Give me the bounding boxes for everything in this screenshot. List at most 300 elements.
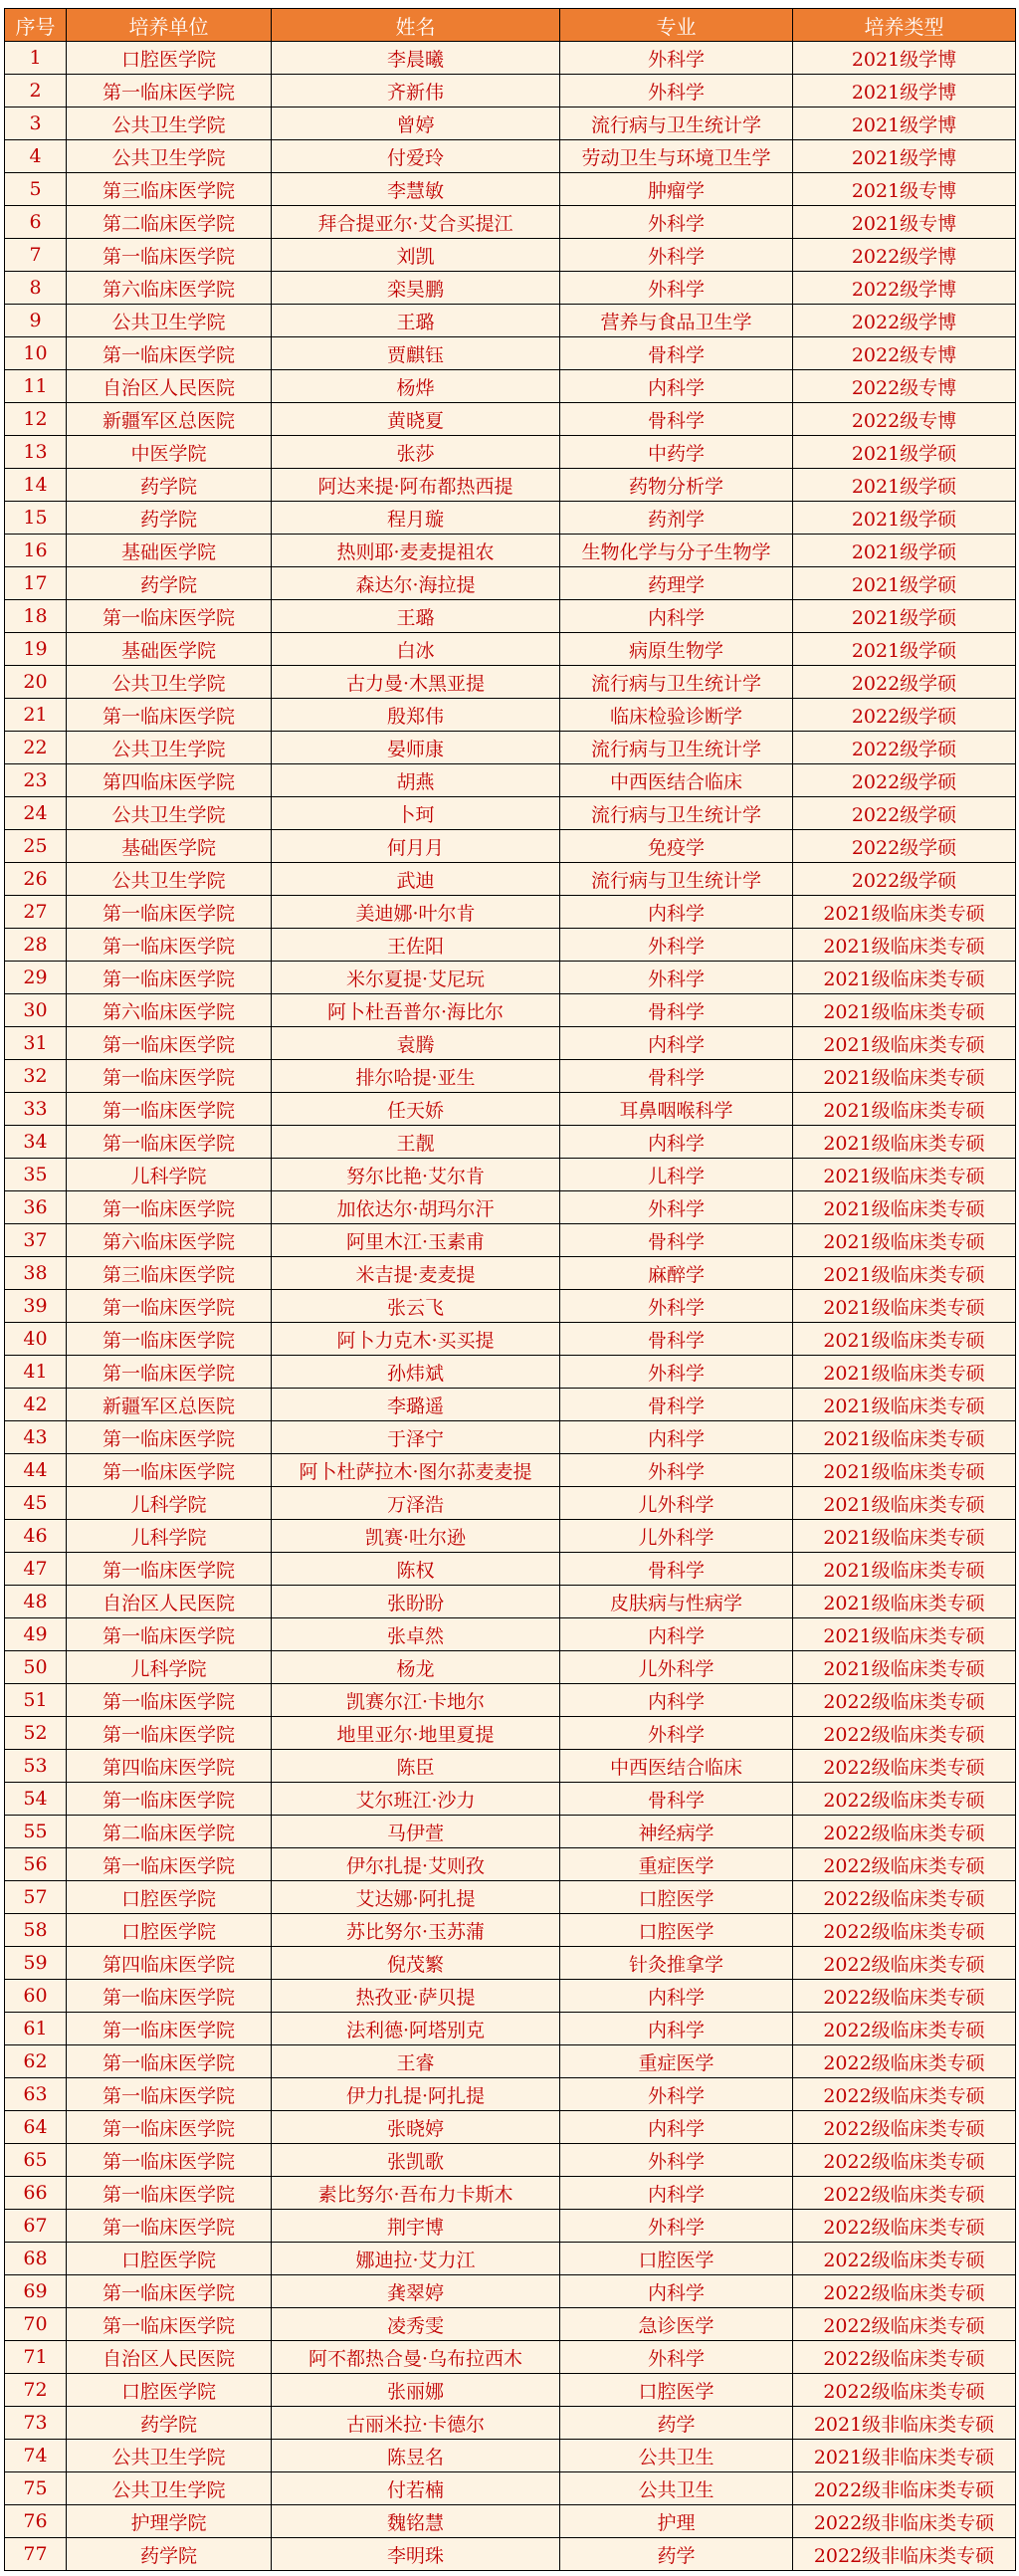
cell-unit: 第一临床医学院 [67,1323,272,1356]
cell-index: 70 [5,2308,67,2341]
cell-unit: 第二临床医学院 [67,1816,272,1848]
cell-unit: 第一临床医学院 [67,2045,272,2078]
cell-name: 加依达尔·胡玛尔汗 [272,1191,560,1224]
cell-type: 2021级专博 [793,206,1016,239]
cell-unit: 第六临床医学院 [67,1224,272,1257]
cell-major: 中药学 [560,436,793,469]
cell-type: 2021级临床类专硕 [793,994,1016,1027]
cell-index: 37 [5,1224,67,1257]
cell-type: 2022级临床类专硕 [793,2144,1016,2177]
cell-index: 55 [5,1816,67,1848]
cell-name: 热孜亚·萨贝提 [272,1980,560,2013]
table-row [5,2275,1016,2308]
cell-name: 殷郑伟 [272,699,560,732]
cell-index: 19 [5,633,67,666]
cell-type: 2021级临床类专硕 [793,1323,1016,1356]
cell-type: 2021级临床类专硕 [793,1126,1016,1159]
table-row [5,1191,1016,1224]
table-row [5,1159,1016,1191]
table-row [5,1651,1016,1684]
table-row [5,1816,1016,1848]
cell-major: 外科学 [560,272,793,305]
cell-index: 17 [5,567,67,600]
cell-major: 口腔医学 [560,2243,793,2275]
cell-major: 外科学 [560,2210,793,2243]
cell-index: 67 [5,2210,67,2243]
cell-unit: 第三临床医学院 [67,173,272,206]
cell-index: 43 [5,1421,67,1454]
table-row [5,929,1016,962]
cell-unit: 第一临床医学院 [67,1848,272,1881]
cell-index: 22 [5,732,67,764]
table-row [5,1684,1016,1717]
table-row [5,994,1016,1027]
cell-index: 23 [5,764,67,797]
cell-name: 马伊萱 [272,1816,560,1848]
header-type: 培养类型 [793,9,1016,42]
table-row [5,1356,1016,1389]
table-row [5,1783,1016,1816]
cell-major: 外科学 [560,2078,793,2111]
table-row [5,1060,1016,1093]
cell-major: 急诊医学 [560,2308,793,2341]
cell-unit: 第四临床医学院 [67,1750,272,1783]
cell-unit: 公共卫生学院 [67,2472,272,2505]
cell-major: 流行病与卫生统计学 [560,732,793,764]
cell-major: 内科学 [560,2013,793,2045]
cell-name: 杨龙 [272,1651,560,1684]
cell-unit: 第一临床医学院 [67,699,272,732]
cell-name: 阿达来提·阿布都热西提 [272,469,560,502]
cell-type: 2022级临床类专硕 [793,1816,1016,1848]
table-row [5,1980,1016,2013]
table-row [5,2472,1016,2505]
cell-unit: 口腔医学院 [67,2243,272,2275]
table-row [5,107,1016,140]
cell-type: 2022级非临床类专硕 [793,2538,1016,2571]
cell-unit: 基础医学院 [67,535,272,567]
table-row [5,1586,1016,1618]
cell-unit: 第一临床医学院 [67,1980,272,2013]
table-row [5,567,1016,600]
cell-unit: 第一临床医学院 [67,962,272,994]
cell-major: 生物化学与分子生物学 [560,535,793,567]
cell-major: 皮肤病与性病学 [560,1586,793,1618]
cell-index: 66 [5,2177,67,2210]
table-row [5,2111,1016,2144]
cell-name: 张云飞 [272,1290,560,1323]
table-row [5,764,1016,797]
cell-type: 2021级学硕 [793,502,1016,535]
cell-name: 阿不都热合曼·乌布拉西木 [272,2341,560,2374]
cell-index: 30 [5,994,67,1027]
cell-name: 陈臣 [272,1750,560,1783]
cell-major: 内科学 [560,1980,793,2013]
cell-major: 口腔医学 [560,2374,793,2407]
cell-name: 倪茂繁 [272,1947,560,1980]
cell-name: 孙炜斌 [272,1356,560,1389]
cell-type: 2021级临床类专硕 [793,1027,1016,1060]
cell-index: 39 [5,1290,67,1323]
cell-name: 张卓然 [272,1618,560,1651]
student-table [4,8,1016,2571]
table-row [5,797,1016,830]
cell-type: 2022级临床类专硕 [793,2177,1016,2210]
cell-type: 2021级临床类专硕 [793,1224,1016,1257]
table-row [5,469,1016,502]
cell-type: 2022级学博 [793,239,1016,272]
cell-major: 外科学 [560,2341,793,2374]
cell-type: 2022级临床类专硕 [793,1717,1016,1750]
table-row [5,2341,1016,2374]
cell-name: 齐新伟 [272,75,560,107]
table-row [5,1126,1016,1159]
cell-name: 程月璇 [272,502,560,535]
table-row [5,403,1016,436]
table-row [5,1323,1016,1356]
cell-index: 29 [5,962,67,994]
cell-name: 阿卜杜吾普尔·海比尔 [272,994,560,1027]
cell-index: 77 [5,2538,67,2571]
cell-type: 2022级学硕 [793,732,1016,764]
cell-name: 艾尔班江·沙力 [272,1783,560,1816]
cell-name: 付爱玲 [272,140,560,173]
table-row [5,732,1016,764]
cell-unit: 药学院 [67,2407,272,2440]
cell-type: 2022级临床类专硕 [793,1947,1016,1980]
cell-name: 魏铭慧 [272,2505,560,2538]
table-row [5,140,1016,173]
table-row [5,173,1016,206]
cell-unit: 第一临床医学院 [67,1717,272,1750]
cell-type: 2022级临床类专硕 [793,1684,1016,1717]
cell-index: 48 [5,1586,67,1618]
cell-major: 口腔医学 [560,1914,793,1947]
cell-major: 药学 [560,2538,793,2571]
cell-index: 57 [5,1881,67,1914]
cell-index: 33 [5,1093,67,1126]
cell-index: 2 [5,75,67,107]
cell-name: 栾昊鹏 [272,272,560,305]
cell-unit: 第六临床医学院 [67,994,272,1027]
table-row [5,600,1016,633]
cell-major: 儿外科学 [560,1520,793,1553]
table-row [5,2440,1016,2472]
cell-major: 针灸推拿学 [560,1947,793,1980]
cell-unit: 自治区人民医院 [67,2341,272,2374]
cell-unit: 第四临床医学院 [67,1947,272,1980]
cell-index: 12 [5,403,67,436]
cell-type: 2022级临床类专硕 [793,2308,1016,2341]
cell-index: 56 [5,1848,67,1881]
cell-unit: 第一临床医学院 [67,1356,272,1389]
table-row [5,1881,1016,1914]
cell-index: 8 [5,272,67,305]
cell-major: 外科学 [560,1454,793,1487]
cell-unit: 儿科学院 [67,1520,272,1553]
cell-index: 35 [5,1159,67,1191]
table-row [5,896,1016,929]
cell-unit: 第一临床医学院 [67,2275,272,2308]
cell-name: 米尔夏提·艾尼玩 [272,962,560,994]
cell-major: 药物分析学 [560,469,793,502]
table-row [5,2210,1016,2243]
cell-type: 2022级临床类专硕 [793,2374,1016,2407]
cell-type: 2021级非临床类专硕 [793,2407,1016,2440]
cell-type: 2021级临床类专硕 [793,1618,1016,1651]
cell-unit: 第一临床医学院 [67,2144,272,2177]
cell-unit: 自治区人民医院 [67,1586,272,1618]
cell-name: 法利德·阿塔别克 [272,2013,560,2045]
cell-unit: 中医学院 [67,436,272,469]
cell-major: 内科学 [560,1421,793,1454]
table-row [5,1553,1016,1586]
cell-name: 美迪娜·叶尔肯 [272,896,560,929]
table-row [5,2308,1016,2341]
cell-type: 2021级学硕 [793,469,1016,502]
cell-major: 儿外科学 [560,1487,793,1520]
cell-unit: 公共卫生学院 [67,666,272,699]
cell-type: 2021级学硕 [793,567,1016,600]
cell-index: 25 [5,830,67,863]
cell-major: 临床检验诊断学 [560,699,793,732]
cell-type: 2021级临床类专硕 [793,1389,1016,1421]
cell-index: 46 [5,1520,67,1553]
cell-type: 2022级临床类专硕 [793,2243,1016,2275]
cell-index: 58 [5,1914,67,1947]
table-row [5,337,1016,370]
cell-type: 2021级临床类专硕 [793,1060,1016,1093]
cell-name: 陈权 [272,1553,560,1586]
cell-unit: 第一临床医学院 [67,1290,272,1323]
table-row [5,1487,1016,1520]
table-row [5,962,1016,994]
cell-unit: 第一临床医学院 [67,2013,272,2045]
cell-name: 王靓 [272,1126,560,1159]
cell-major: 免疫学 [560,830,793,863]
cell-unit: 公共卫生学院 [67,863,272,896]
cell-unit: 第一临床医学院 [67,1191,272,1224]
cell-type: 2021级非临床类专硕 [793,2440,1016,2472]
cell-index: 16 [5,535,67,567]
cell-name: 李慧敏 [272,173,560,206]
cell-name: 张晓婷 [272,2111,560,2144]
table-row [5,1454,1016,1487]
cell-unit: 第六临床医学院 [67,272,272,305]
cell-unit: 药学院 [67,502,272,535]
cell-unit: 药学院 [67,469,272,502]
cell-type: 2022级非临床类专硕 [793,2505,1016,2538]
cell-unit: 儿科学院 [67,1159,272,1191]
cell-name: 米吉提·麦麦提 [272,1257,560,1290]
cell-major: 内科学 [560,1027,793,1060]
cell-unit: 药学院 [67,2538,272,2571]
cell-unit: 第一临床医学院 [67,1060,272,1093]
cell-major: 营养与食品卫生学 [560,305,793,337]
cell-type: 2022级专博 [793,370,1016,403]
cell-major: 骨科学 [560,1389,793,1421]
cell-index: 31 [5,1027,67,1060]
cell-unit: 第一临床医学院 [67,929,272,962]
cell-major: 外科学 [560,42,793,75]
cell-major: 重症医学 [560,1848,793,1881]
table-row [5,830,1016,863]
cell-name: 艾达娜·阿扎提 [272,1881,560,1914]
cell-unit: 第三临床医学院 [67,1257,272,1290]
cell-type: 2021级临床类专硕 [793,1454,1016,1487]
cell-name: 荆宇博 [272,2210,560,2243]
cell-name: 任天娇 [272,1093,560,1126]
cell-type: 2021级临床类专硕 [793,1421,1016,1454]
table-row [5,206,1016,239]
cell-index: 76 [5,2505,67,2538]
cell-unit: 护理学院 [67,2505,272,2538]
cell-name: 张盼盼 [272,1586,560,1618]
cell-type: 2021级临床类专硕 [793,1553,1016,1586]
cell-index: 54 [5,1783,67,1816]
cell-major: 骨科学 [560,403,793,436]
cell-name: 黄晓夏 [272,403,560,436]
cell-major: 重症医学 [560,2045,793,2078]
cell-major: 骨科学 [560,1060,793,1093]
cell-type: 2022级临床类专硕 [793,2013,1016,2045]
cell-index: 4 [5,140,67,173]
cell-unit: 儿科学院 [67,1487,272,1520]
cell-type: 2021级临床类专硕 [793,1356,1016,1389]
table-row [5,2505,1016,2538]
cell-unit: 公共卫生学院 [67,2440,272,2472]
cell-major: 外科学 [560,2144,793,2177]
cell-name: 地里亚尔·地里夏提 [272,1717,560,1750]
cell-major: 药剂学 [560,502,793,535]
cell-major: 外科学 [560,239,793,272]
cell-index: 38 [5,1257,67,1290]
cell-index: 69 [5,2275,67,2308]
cell-name: 王璐 [272,305,560,337]
cell-name: 伊尔扎提·艾则孜 [272,1848,560,1881]
cell-major: 劳动卫生与环境卫生学 [560,140,793,173]
cell-name: 凯赛尔江·卡地尔 [272,1684,560,1717]
cell-type: 2021级学博 [793,140,1016,173]
cell-major: 外科学 [560,962,793,994]
cell-index: 45 [5,1487,67,1520]
cell-unit: 公共卫生学院 [67,305,272,337]
cell-major: 外科学 [560,206,793,239]
cell-type: 2021级学硕 [793,600,1016,633]
cell-major: 外科学 [560,1717,793,1750]
cell-major: 外科学 [560,75,793,107]
table-row [5,1520,1016,1553]
cell-unit: 公共卫生学院 [67,140,272,173]
cell-index: 59 [5,1947,67,1980]
table-row [5,1027,1016,1060]
table-row [5,272,1016,305]
cell-index: 3 [5,107,67,140]
cell-index: 62 [5,2045,67,2078]
cell-major: 流行病与卫生统计学 [560,666,793,699]
cell-name: 森达尔·海拉提 [272,567,560,600]
cell-index: 5 [5,173,67,206]
table-row [5,633,1016,666]
cell-unit: 第一临床医学院 [67,1421,272,1454]
cell-name: 苏比努尔·玉苏蒲 [272,1914,560,1947]
cell-index: 75 [5,2472,67,2505]
cell-index: 11 [5,370,67,403]
cell-type: 2021级临床类专硕 [793,896,1016,929]
cell-unit: 第一临床医学院 [67,239,272,272]
cell-major: 内科学 [560,1618,793,1651]
cell-name: 素比努尔·吾布力卡斯木 [272,2177,560,2210]
cell-unit: 新疆军区总医院 [67,403,272,436]
cell-type: 2021级临床类专硕 [793,1159,1016,1191]
cell-type: 2022级临床类专硕 [793,2045,1016,2078]
cell-unit: 第一临床医学院 [67,75,272,107]
cell-unit: 第一临床医学院 [67,2111,272,2144]
cell-major: 内科学 [560,1126,793,1159]
cell-type: 2022级临床类专硕 [793,2210,1016,2243]
cell-name: 凌秀雯 [272,2308,560,2341]
table-row [5,1421,1016,1454]
cell-type: 2021级学硕 [793,436,1016,469]
cell-name: 龚翠婷 [272,2275,560,2308]
cell-major: 神经病学 [560,1816,793,1848]
table-row [5,535,1016,567]
table-row [5,42,1016,75]
table-row [5,2144,1016,2177]
cell-major: 骨科学 [560,994,793,1027]
cell-unit: 口腔医学院 [67,42,272,75]
cell-major: 外科学 [560,1290,793,1323]
cell-unit: 第一临床医学院 [67,1454,272,1487]
cell-index: 65 [5,2144,67,2177]
cell-unit: 儿科学院 [67,1651,272,1684]
table-row [5,305,1016,337]
table-row [5,1848,1016,1881]
table-row [5,2538,1016,2571]
table-row [5,239,1016,272]
cell-major: 外科学 [560,1356,793,1389]
cell-type: 2021级临床类专硕 [793,1093,1016,1126]
cell-major: 内科学 [560,896,793,929]
cell-index: 26 [5,863,67,896]
cell-name: 娜迪拉·艾力江 [272,2243,560,2275]
cell-major: 中西医结合临床 [560,1750,793,1783]
cell-name: 陈昱名 [272,2440,560,2472]
cell-index: 47 [5,1553,67,1586]
header-unit: 培养单位 [67,9,272,42]
cell-unit: 第一临床医学院 [67,1553,272,1586]
table-row [5,666,1016,699]
cell-name: 拜合提亚尔·艾合买提江 [272,206,560,239]
table-row [5,863,1016,896]
cell-major: 流行病与卫生统计学 [560,797,793,830]
cell-name: 古丽米拉·卡德尔 [272,2407,560,2440]
cell-index: 40 [5,1323,67,1356]
cell-major: 药理学 [560,567,793,600]
cell-type: 2021级临床类专硕 [793,1257,1016,1290]
cell-type: 2022级临床类专硕 [793,1750,1016,1783]
table-body [5,42,1016,2571]
cell-major: 麻醉学 [560,1257,793,1290]
table-row [5,2407,1016,2440]
cell-name: 古力曼·木黑亚提 [272,666,560,699]
cell-type: 2021级临床类专硕 [793,1520,1016,1553]
cell-unit: 公共卫生学院 [67,732,272,764]
header-major: 专业 [560,9,793,42]
cell-name: 张丽娜 [272,2374,560,2407]
cell-major: 公共卫生 [560,2472,793,2505]
cell-index: 10 [5,337,67,370]
